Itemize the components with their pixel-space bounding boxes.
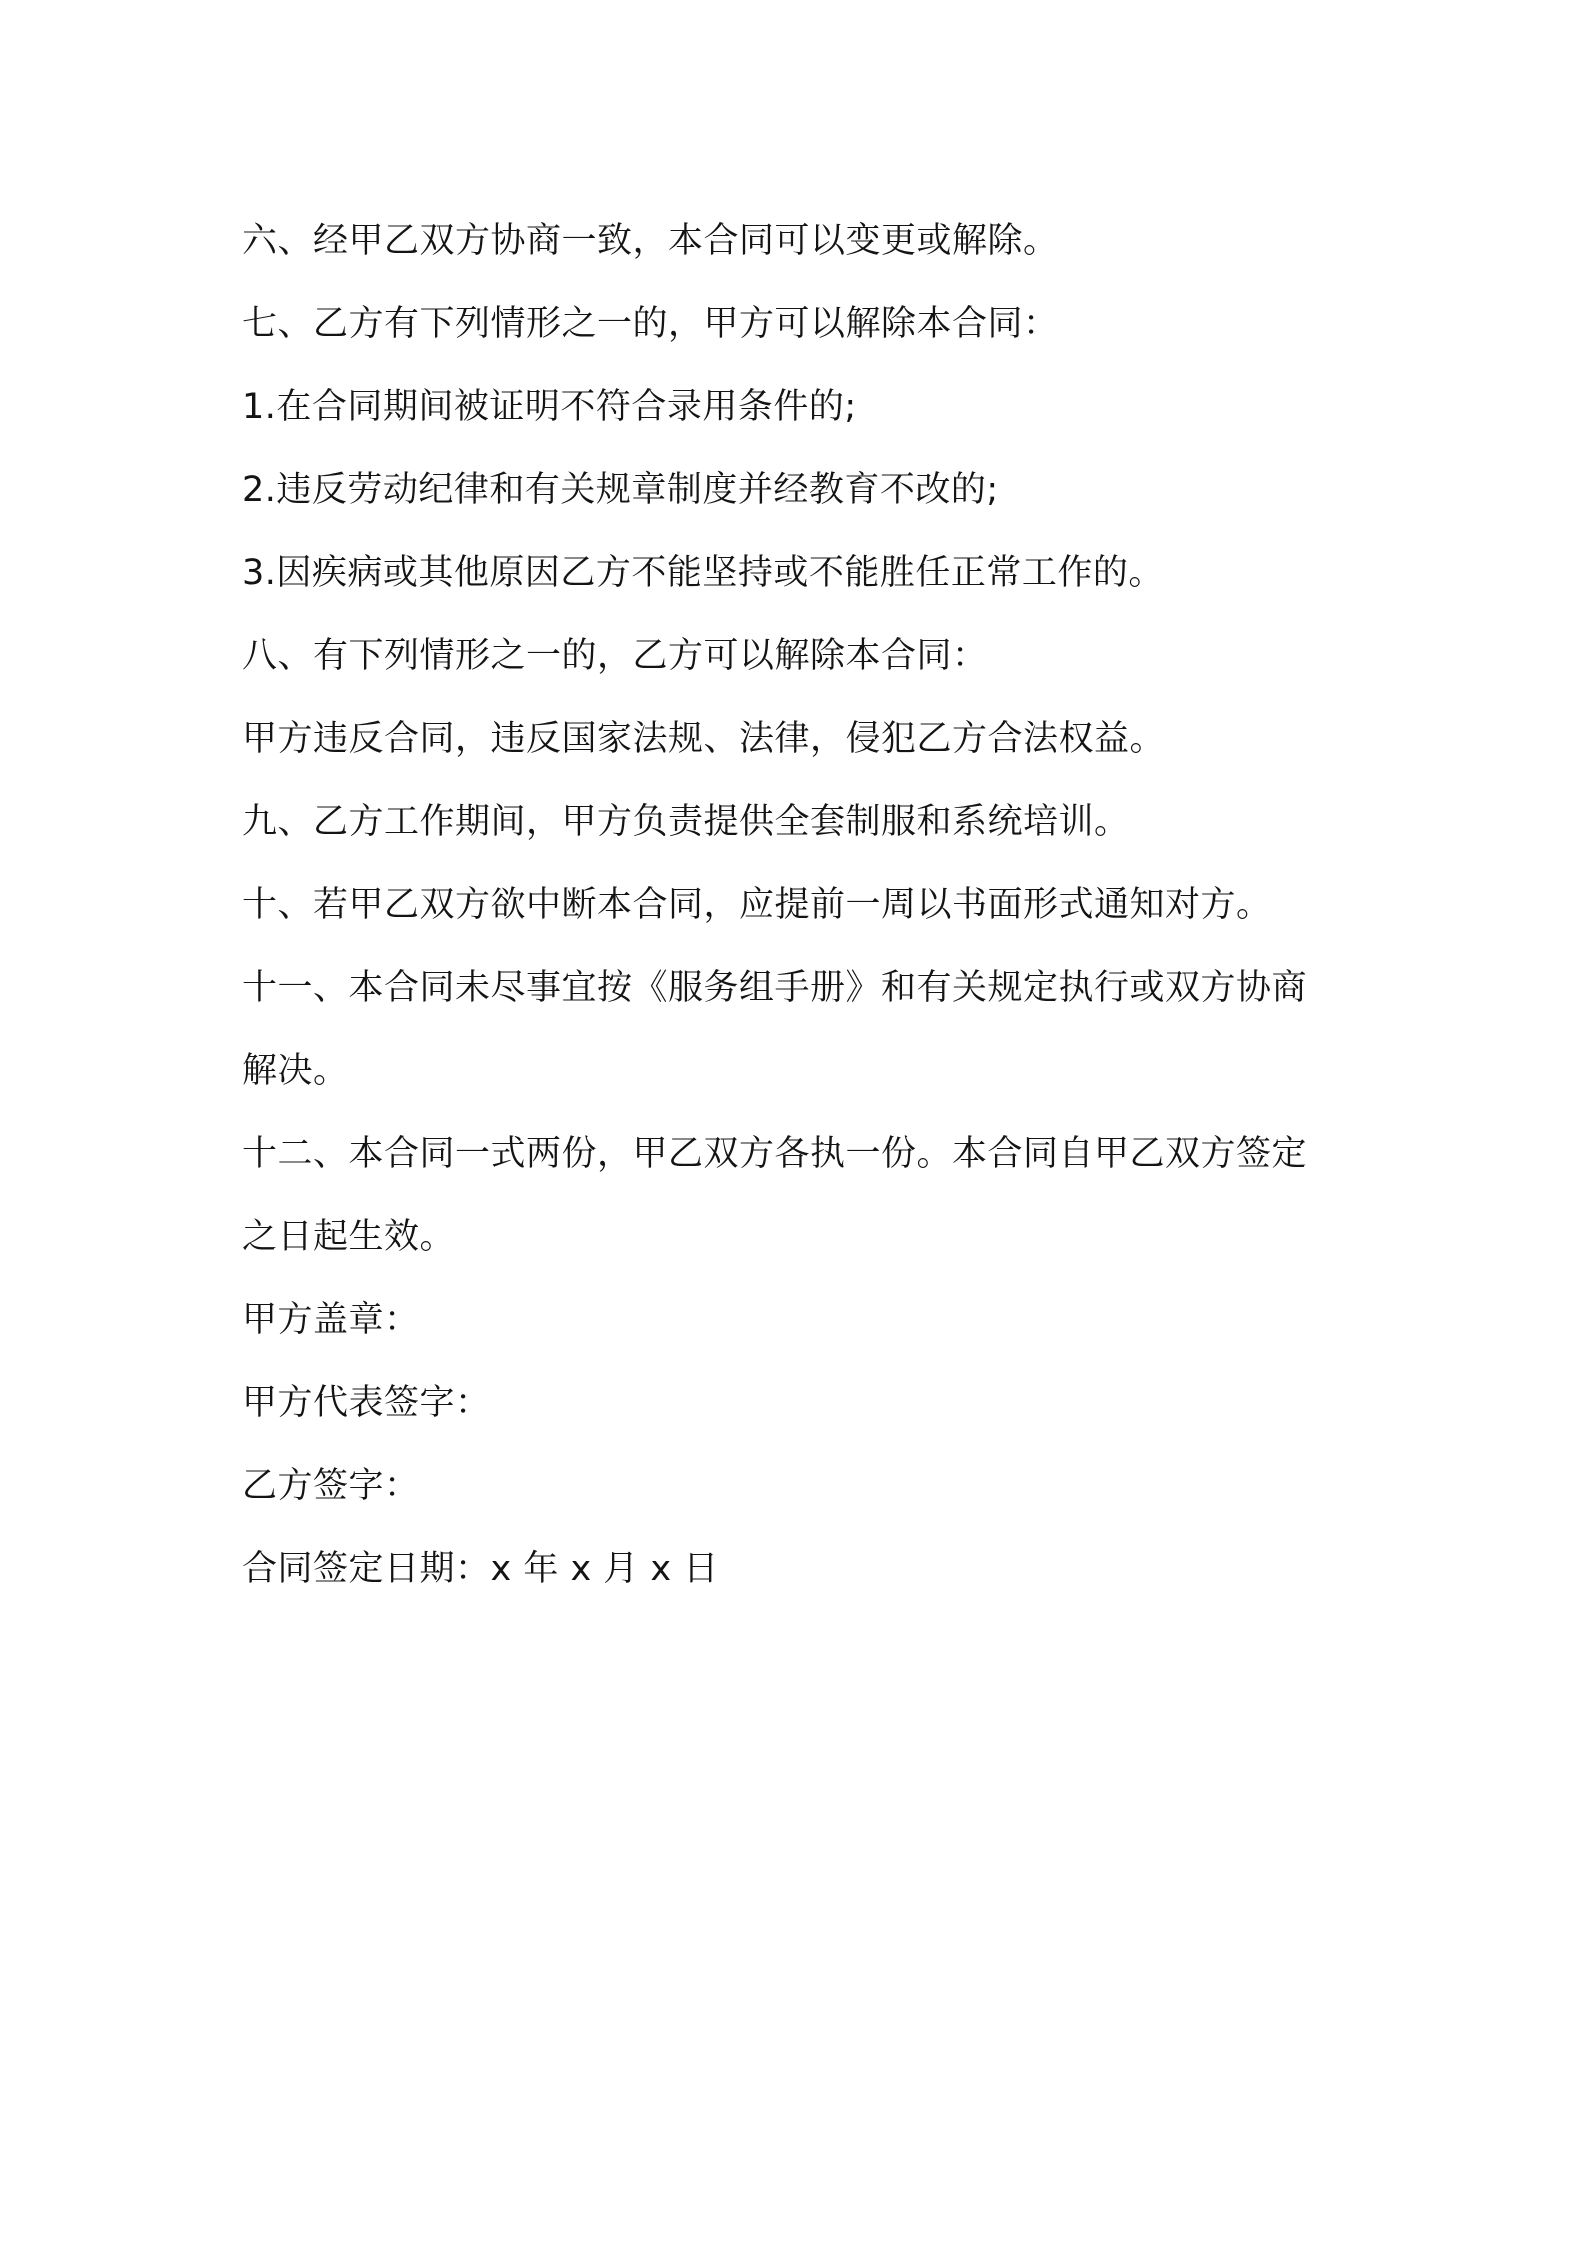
contract-date-field: 合同签定日期：x 年 x 月 x 日 bbox=[242, 1549, 719, 1589]
clause-7-heading: 七、乙方有下列情形之一的，甲方可以解除本合同： bbox=[242, 304, 1059, 344]
clause-8-item: 甲方违反合同，违反国家法规、法律，侵犯乙方合法权益。 bbox=[242, 719, 1166, 759]
clause-11-line-1: 十一、本合同未尽事宜按《服务组手册》和有关规定执行或双方协商 bbox=[242, 968, 1308, 1008]
party-b-signature-field: 乙方签字： bbox=[242, 1466, 420, 1506]
clause-10: 十、若甲乙双方欲中断本合同，应提前一周以书面形式通知对方。 bbox=[242, 885, 1272, 925]
party-a-representative-signature-field: 甲方代表签字： bbox=[242, 1383, 491, 1423]
clause-11-line-2: 解决。 bbox=[242, 1051, 349, 1091]
clause-12-line-1: 十二、本合同一式两份，甲乙双方各执一份。本合同自甲乙双方签定 bbox=[242, 1134, 1308, 1174]
clause-7-item-3: 3.因疾病或其他原因乙方不能坚持或不能胜任正常工作的。 bbox=[242, 553, 1164, 593]
clause-6: 六、经甲乙双方协商一致，本合同可以变更或解除。 bbox=[242, 221, 1059, 261]
document-body bbox=[242, 200, 1362, 1611]
clause-9: 九、乙方工作期间，甲方负责提供全套制服和系统培训。 bbox=[242, 802, 1130, 842]
clause-12-line-2: 之日起生效。 bbox=[242, 1217, 456, 1257]
clause-8-heading: 八、有下列情形之一的，乙方可以解除本合同： bbox=[242, 636, 988, 676]
party-a-seal-field: 甲方盖章： bbox=[242, 1300, 420, 1340]
clause-7-item-1: 1.在合同期间被证明不符合录用条件的; bbox=[242, 387, 857, 427]
clause-7-item-2: 2.违反劳动纪律和有关规章制度并经教育不改的; bbox=[242, 470, 999, 510]
